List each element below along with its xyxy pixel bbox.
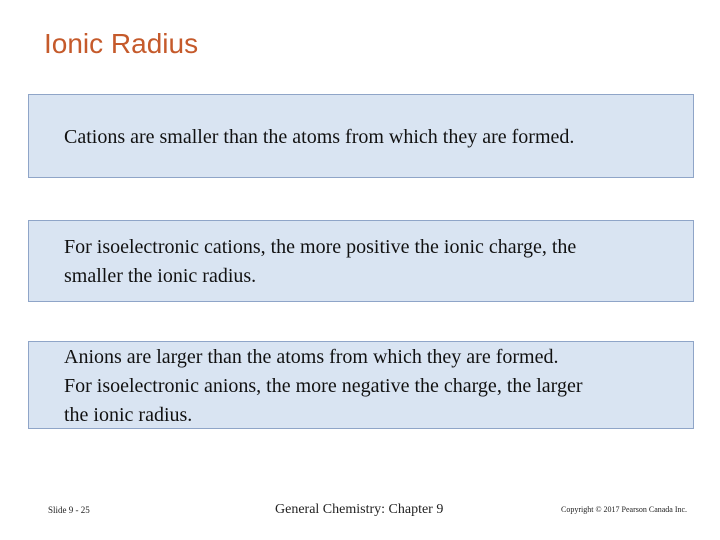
statement-line: Anions are larger than the atoms from which they are formed. (64, 346, 559, 368)
statement-text-anions (64, 343, 583, 430)
copyright-notice: Copyright © 2017 Pearson Canada Inc. (561, 505, 688, 514)
statement-text-cations (64, 123, 574, 152)
statement-line: smaller the ionic radius. (64, 265, 257, 287)
course-footer: General Chemistry: Chapter 9 (275, 502, 444, 517)
statement-text-isoelectronic-cations (64, 233, 576, 291)
slide-number: Slide 9 - 25 (48, 505, 90, 515)
statement-line: For isoelectronic cations, the more positive the ionic charge, the (64, 236, 577, 258)
statement-line: Cations are smaller than the atoms from which they are formed. (64, 126, 575, 148)
statement-line: the ionic radius. (64, 404, 193, 426)
statement-line: For isoelectronic anions, the more negative the charge, the larger (64, 375, 583, 397)
slide-title: Ionic Radius (44, 28, 199, 59)
